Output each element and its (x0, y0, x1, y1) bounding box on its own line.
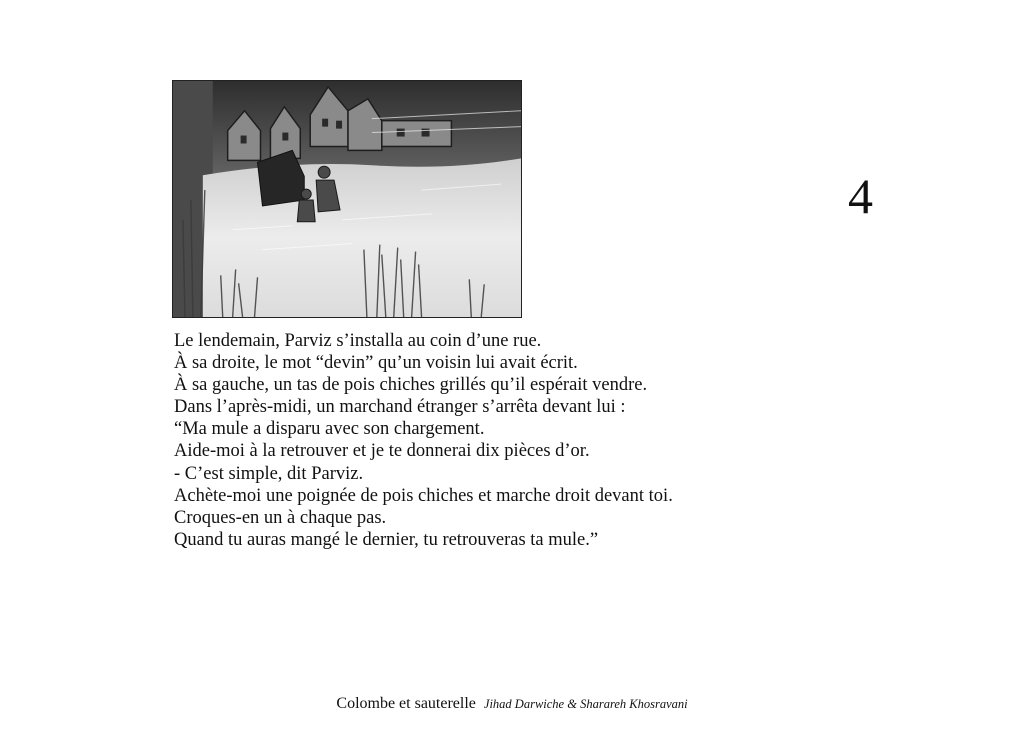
story-line: Croques-en un à chaque pas. (174, 507, 387, 528)
story-illustration (172, 80, 522, 318)
story-line: Aide-moi à la retrouver et je te donnerai dix pièces d’or. (174, 441, 590, 462)
page-footer (0, 694, 1024, 714)
story-line: “Ma mule a disparu avec son chargement. (174, 419, 485, 440)
book-authors: Jihad Darwiche & Sharareh Khosravani (483, 697, 688, 711)
story-line: - C’est simple, dit Parviz. (174, 463, 364, 484)
book-title: Colombe et sauterelle (336, 695, 476, 712)
story-line: Dans l’après-midi, un marchand étranger s’arrêta devant lui : (174, 397, 626, 418)
illustration-artwork (173, 81, 521, 317)
page-number: 4 (848, 168, 873, 224)
story-line: Quand tu auras mangé le dernier, tu retrouveras ta mule.” (174, 529, 599, 550)
story-text (174, 330, 934, 551)
story-line: Achète-moi une poignée de pois chiches et marche droit devant toi. (174, 485, 673, 506)
story-line: Le lendemain, Parviz s’installa au coin d’une rue. (174, 331, 542, 351)
story-line: À sa droite, le mot “devin” qu’un voisin lui avait écrit. (174, 353, 578, 374)
story-line: À sa gauche, un tas de pois chiches grillés qu’il espérait vendre. (174, 375, 648, 396)
